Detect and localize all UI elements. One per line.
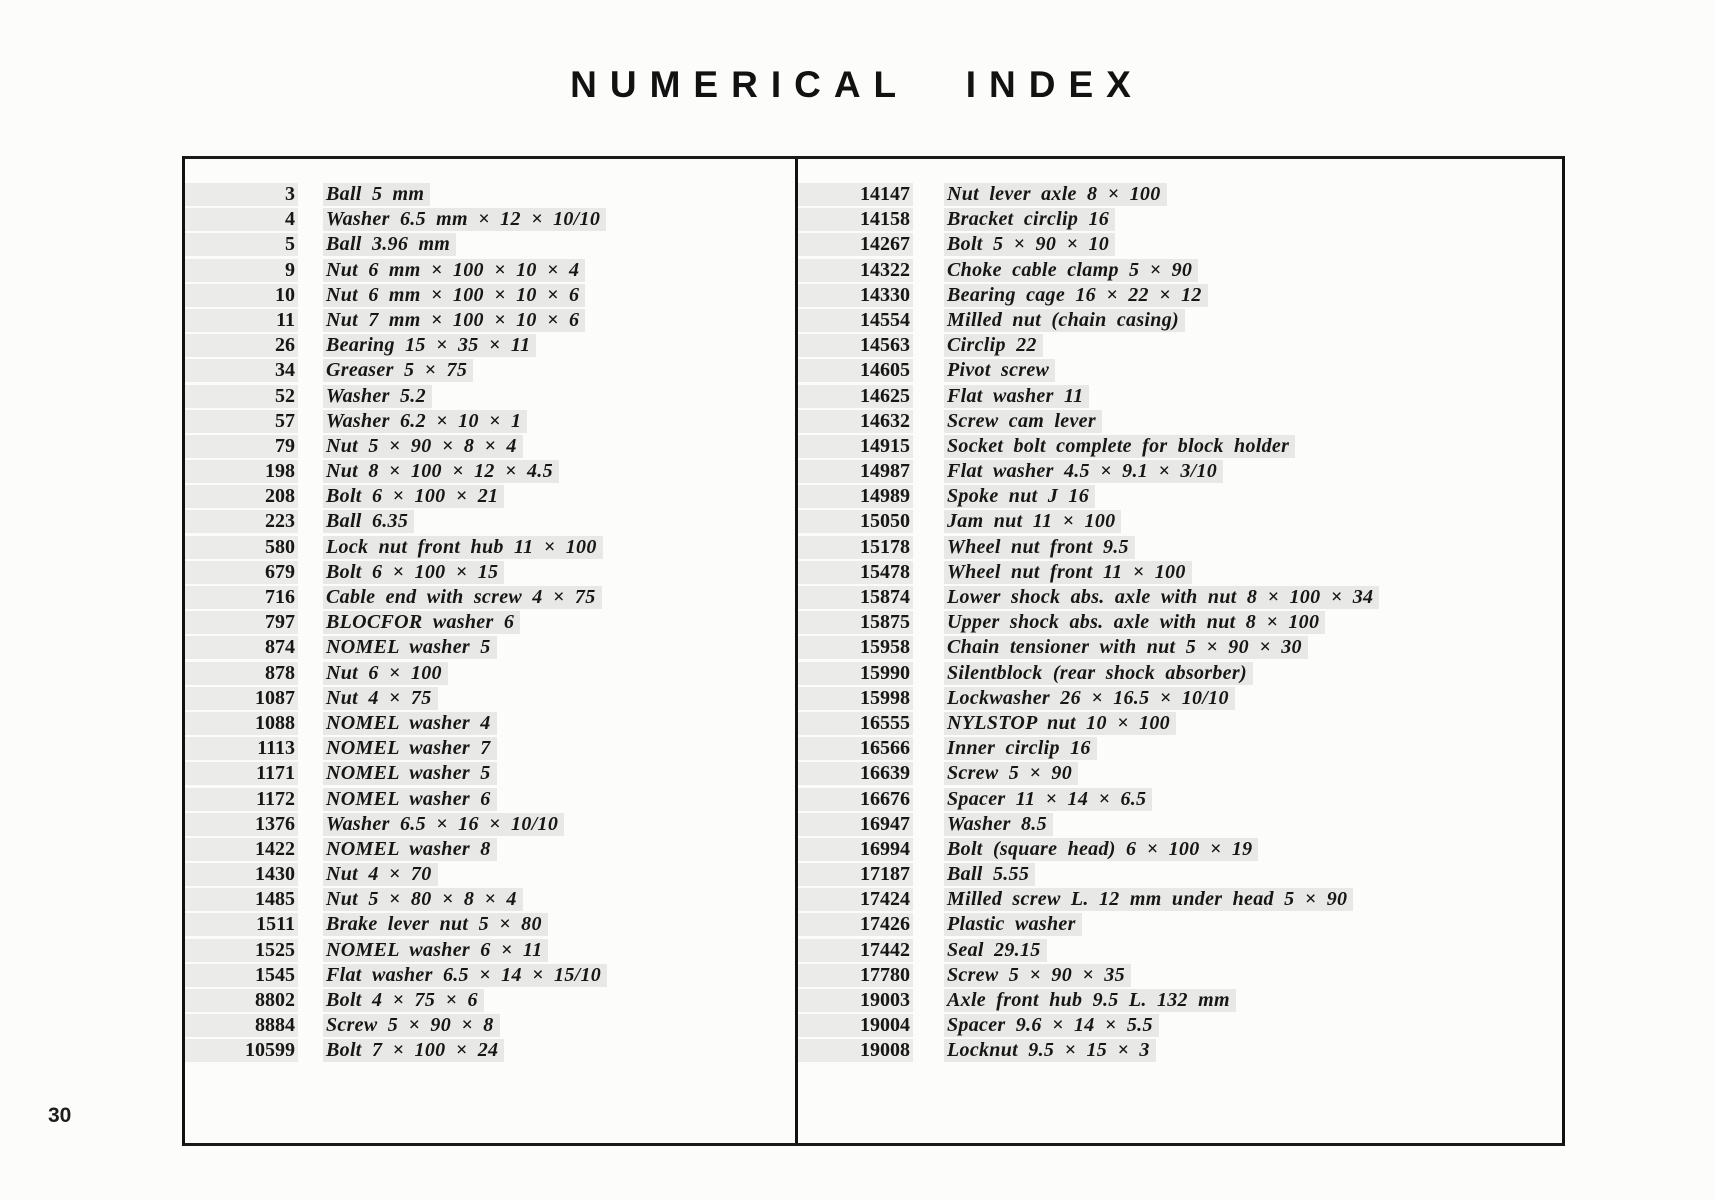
part-number: 17426 xyxy=(798,913,913,936)
part-number: 14563 xyxy=(798,334,913,357)
part-description: Spacer 11 × 14 × 6.5 xyxy=(944,788,1152,811)
part-description: Washer 8.5 xyxy=(944,813,1053,836)
part-description: Upper shock abs. axle with nut 8 × 100 xyxy=(944,611,1325,634)
page-title: NUMERICAL INDEX xyxy=(570,64,1144,105)
index-entry xyxy=(185,208,793,233)
part-description: Ball 6.35 xyxy=(323,510,414,533)
part-description: Nut lever axle 8 × 100 xyxy=(944,183,1167,206)
part-number: 1171 xyxy=(185,762,298,785)
part-number: 15875 xyxy=(798,611,913,634)
part-number: 17187 xyxy=(798,863,913,886)
index-entry xyxy=(798,385,1558,410)
part-number: 797 xyxy=(185,611,298,634)
index-entry xyxy=(185,863,793,888)
part-number: 198 xyxy=(185,460,298,483)
part-description: Chain tensioner with nut 5 × 90 × 30 xyxy=(944,636,1308,659)
part-number: 14554 xyxy=(798,309,913,332)
index-entry xyxy=(185,485,793,510)
part-number: 15998 xyxy=(798,687,913,710)
part-number: 1172 xyxy=(185,788,298,811)
index-entry xyxy=(185,712,793,737)
part-description: Washer 6.5 × 16 × 10/10 xyxy=(323,813,564,836)
part-number: 14322 xyxy=(798,259,913,282)
part-description: Wheel nut front 11 × 100 xyxy=(944,561,1192,584)
index-entry xyxy=(185,233,793,258)
part-description: Cable end with screw 4 × 75 xyxy=(323,586,602,609)
index-entry xyxy=(185,334,793,359)
part-description: Bolt 4 × 75 × 6 xyxy=(323,989,484,1012)
part-description: Bracket circlip 16 xyxy=(944,208,1115,231)
part-number: 79 xyxy=(185,435,298,458)
part-number: 5 xyxy=(185,233,298,256)
part-description: Nut 5 × 90 × 8 × 4 xyxy=(323,435,523,458)
part-number: 16566 xyxy=(798,737,913,760)
part-number: 9 xyxy=(185,259,298,282)
part-description: Locknut 9.5 × 15 × 3 xyxy=(944,1039,1156,1062)
index-entry xyxy=(185,662,793,687)
part-number: 14330 xyxy=(798,284,913,307)
part-number: 580 xyxy=(185,536,298,559)
index-entry xyxy=(798,561,1558,586)
part-description: Spoke nut J 16 xyxy=(944,485,1095,508)
part-description: BLOCFOR washer 6 xyxy=(323,611,520,634)
part-number: 14989 xyxy=(798,485,913,508)
part-number: 17442 xyxy=(798,939,913,962)
part-description: Flat washer 4.5 × 9.1 × 3/10 xyxy=(944,460,1223,483)
part-number: 15050 xyxy=(798,510,913,533)
part-number: 34 xyxy=(185,359,298,382)
part-description: Bolt 6 × 100 × 15 xyxy=(323,561,504,584)
part-description: Bolt 6 × 100 × 21 xyxy=(323,485,504,508)
part-description: NOMEL washer 5 xyxy=(323,762,497,785)
part-number: 14915 xyxy=(798,435,913,458)
page-number: 30 xyxy=(48,1104,72,1127)
index-entry xyxy=(798,939,1558,964)
index-entry xyxy=(185,939,793,964)
index-entry xyxy=(798,359,1558,384)
index-entry xyxy=(185,964,793,989)
index-frame xyxy=(182,156,1565,1146)
index-entry xyxy=(185,762,793,787)
index-entry xyxy=(185,611,793,636)
part-description: Screw 5 × 90 × 8 xyxy=(323,1014,500,1037)
part-description: Nut 6 mm × 100 × 10 × 6 xyxy=(323,284,585,307)
index-entry xyxy=(798,536,1558,561)
part-number: 14267 xyxy=(798,233,913,256)
part-number: 1088 xyxy=(185,712,298,735)
part-number: 17424 xyxy=(798,888,913,911)
part-description: Axle front hub 9.5 L. 132 mm xyxy=(944,989,1236,1012)
index-entry xyxy=(798,888,1558,913)
index-entry xyxy=(185,435,793,460)
index-entry xyxy=(798,259,1558,284)
index-entry xyxy=(185,410,793,435)
index-entry xyxy=(185,687,793,712)
index-entry xyxy=(185,813,793,838)
part-description: Greaser 5 × 75 xyxy=(323,359,473,382)
index-entry xyxy=(185,309,793,334)
index-entry xyxy=(798,485,1558,510)
part-number: 8802 xyxy=(185,989,298,1012)
part-description: Wheel nut front 9.5 xyxy=(944,536,1135,559)
index-entry xyxy=(185,788,793,813)
part-description: Screw cam lever xyxy=(944,410,1102,433)
index-entry xyxy=(185,561,793,586)
part-description: Plastic washer xyxy=(944,913,1082,936)
part-number: 26 xyxy=(185,334,298,357)
part-number: 16555 xyxy=(798,712,913,735)
part-description: NOMEL washer 6 xyxy=(323,788,497,811)
part-number: 16639 xyxy=(798,762,913,785)
index-entry xyxy=(185,989,793,1014)
part-number: 16947 xyxy=(798,813,913,836)
part-number: 15874 xyxy=(798,586,913,609)
part-description: Screw 5 × 90 xyxy=(944,762,1078,785)
index-entry xyxy=(798,1039,1558,1064)
index-entry xyxy=(798,737,1558,762)
index-entry xyxy=(798,788,1558,813)
index-entry xyxy=(798,964,1558,989)
part-description: Lockwasher 26 × 16.5 × 10/10 xyxy=(944,687,1235,710)
part-description: NOMEL washer 7 xyxy=(323,737,497,760)
index-entry xyxy=(798,838,1558,863)
part-number: 3 xyxy=(185,183,298,206)
part-number: 19003 xyxy=(798,989,913,1012)
index-entry xyxy=(798,611,1558,636)
index-entry xyxy=(798,208,1558,233)
part-description: NOMEL washer 4 xyxy=(323,712,497,735)
part-description: Spacer 9.6 × 14 × 5.5 xyxy=(944,1014,1159,1037)
part-description: Inner circlip 16 xyxy=(944,737,1097,760)
index-entry xyxy=(798,712,1558,737)
part-number: 1430 xyxy=(185,863,298,886)
index-entry xyxy=(185,536,793,561)
part-description: Screw 5 × 90 × 35 xyxy=(944,964,1131,987)
part-number: 208 xyxy=(185,485,298,508)
index-entry xyxy=(185,838,793,863)
index-entry xyxy=(185,586,793,611)
part-description: Milled nut (chain casing) xyxy=(944,309,1185,332)
part-number: 15990 xyxy=(798,662,913,685)
part-number: 1511 xyxy=(185,913,298,936)
index-entry xyxy=(798,636,1558,661)
part-number: 15478 xyxy=(798,561,913,584)
index-entry xyxy=(798,1014,1558,1039)
part-description: Lock nut front hub 11 × 100 xyxy=(323,536,603,559)
part-description: Flat washer 6.5 × 14 × 15/10 xyxy=(323,964,607,987)
part-number: 1422 xyxy=(185,838,298,861)
index-entry xyxy=(798,233,1558,258)
index-entry xyxy=(798,410,1558,435)
part-number: 10 xyxy=(185,284,298,307)
part-number: 14147 xyxy=(798,183,913,206)
part-number: 16676 xyxy=(798,788,913,811)
part-description: Ball 5.55 xyxy=(944,863,1035,886)
part-number: 8884 xyxy=(185,1014,298,1037)
part-number: 1087 xyxy=(185,687,298,710)
index-entry xyxy=(185,1014,793,1039)
index-entry xyxy=(798,284,1558,309)
part-number: 1485 xyxy=(185,888,298,911)
part-description: Nut 8 × 100 × 12 × 4.5 xyxy=(323,460,559,483)
part-description: Milled screw L. 12 mm under head 5 × 90 xyxy=(944,888,1353,911)
part-number: 14605 xyxy=(798,359,913,382)
index-entry xyxy=(185,259,793,284)
index-entry xyxy=(185,888,793,913)
part-description: Brake lever nut 5 × 80 xyxy=(323,913,548,936)
index-entry xyxy=(185,460,793,485)
part-description: Lower shock abs. axle with nut 8 × 100 × 34 xyxy=(944,586,1379,609)
part-description: Ball 5 mm xyxy=(323,183,430,206)
index-entry xyxy=(798,687,1558,712)
index-entry xyxy=(798,762,1558,787)
part-description: Silentblock (rear shock absorber) xyxy=(944,662,1253,685)
index-entry xyxy=(185,359,793,384)
part-description: Nut 6 mm × 100 × 10 × 4 xyxy=(323,259,585,282)
part-number: 4 xyxy=(185,208,298,231)
part-description: Nut 4 × 70 xyxy=(323,863,438,886)
index-entry xyxy=(798,334,1558,359)
part-description: Bolt 7 × 100 × 24 xyxy=(323,1039,504,1062)
index-entry xyxy=(185,510,793,535)
part-number: 878 xyxy=(185,662,298,685)
part-number: 11 xyxy=(185,309,298,332)
part-number: 14632 xyxy=(798,410,913,433)
part-number: 19004 xyxy=(798,1014,913,1037)
part-description: Bearing 15 × 35 × 11 xyxy=(323,334,536,357)
part-description: Jam nut 11 × 100 xyxy=(944,510,1121,533)
part-number: 716 xyxy=(185,586,298,609)
part-number: 1545 xyxy=(185,964,298,987)
index-right-column xyxy=(798,183,1558,1065)
part-number: 17780 xyxy=(798,964,913,987)
part-number: 14158 xyxy=(798,208,913,231)
part-number: 1113 xyxy=(185,737,298,760)
index-entry xyxy=(798,863,1558,888)
part-description: Nut 4 × 75 xyxy=(323,687,438,710)
part-description: NOMEL washer 5 xyxy=(323,636,497,659)
part-description: Nut 7 mm × 100 × 10 × 6 xyxy=(323,309,585,332)
part-description: Washer 6.5 mm × 12 × 10/10 xyxy=(323,208,606,231)
index-entry xyxy=(185,913,793,938)
part-description: Nut 6 × 100 xyxy=(323,662,448,685)
index-entry xyxy=(185,1039,793,1064)
part-number: 19008 xyxy=(798,1039,913,1062)
index-entry xyxy=(798,662,1558,687)
part-description: Circlip 22 xyxy=(944,334,1043,357)
part-description: Washer 6.2 × 10 × 1 xyxy=(323,410,527,433)
part-number: 14987 xyxy=(798,460,913,483)
index-entry xyxy=(798,913,1558,938)
index-entry xyxy=(185,737,793,762)
part-description: Washer 5.2 xyxy=(323,385,432,408)
part-description: Pivot screw xyxy=(944,359,1055,382)
part-number: 679 xyxy=(185,561,298,584)
index-entry xyxy=(798,309,1558,334)
part-number: 874 xyxy=(185,636,298,659)
index-entry xyxy=(798,435,1558,460)
part-description: Bolt 5 × 90 × 10 xyxy=(944,233,1115,256)
index-entry xyxy=(798,813,1558,838)
part-number: 16994 xyxy=(798,838,913,861)
part-number: 1525 xyxy=(185,939,298,962)
part-description: Bearing cage 16 × 22 × 12 xyxy=(944,284,1208,307)
part-number: 52 xyxy=(185,385,298,408)
index-left-column xyxy=(185,183,793,1065)
part-number: 10599 xyxy=(185,1039,298,1062)
part-description: Choke cable clamp 5 × 90 xyxy=(944,259,1198,282)
index-entry xyxy=(185,284,793,309)
part-description: Seal 29.15 xyxy=(944,939,1047,962)
part-number: 15178 xyxy=(798,536,913,559)
part-number: 14625 xyxy=(798,385,913,408)
index-entry xyxy=(798,989,1558,1014)
index-entry xyxy=(185,183,793,208)
part-description: Ball 3.96 mm xyxy=(323,233,456,256)
part-description: Flat washer 11 xyxy=(944,385,1089,408)
index-entry xyxy=(798,460,1558,485)
part-description: Socket bolt complete for block holder xyxy=(944,435,1295,458)
part-description: NYLSTOP nut 10 × 100 xyxy=(944,712,1176,735)
index-entry xyxy=(798,183,1558,208)
part-description: Bolt (square head) 6 × 100 × 19 xyxy=(944,838,1258,861)
index-entry xyxy=(185,385,793,410)
index-entry xyxy=(798,510,1558,535)
index-entry xyxy=(798,586,1558,611)
index-entry xyxy=(185,636,793,661)
part-number: 223 xyxy=(185,510,298,533)
part-description: Nut 5 × 80 × 8 × 4 xyxy=(323,888,523,911)
part-number: 57 xyxy=(185,410,298,433)
part-number: 1376 xyxy=(185,813,298,836)
part-number: 15958 xyxy=(798,636,913,659)
part-description: NOMEL washer 6 × 11 xyxy=(323,939,548,962)
part-description: NOMEL washer 8 xyxy=(323,838,497,861)
